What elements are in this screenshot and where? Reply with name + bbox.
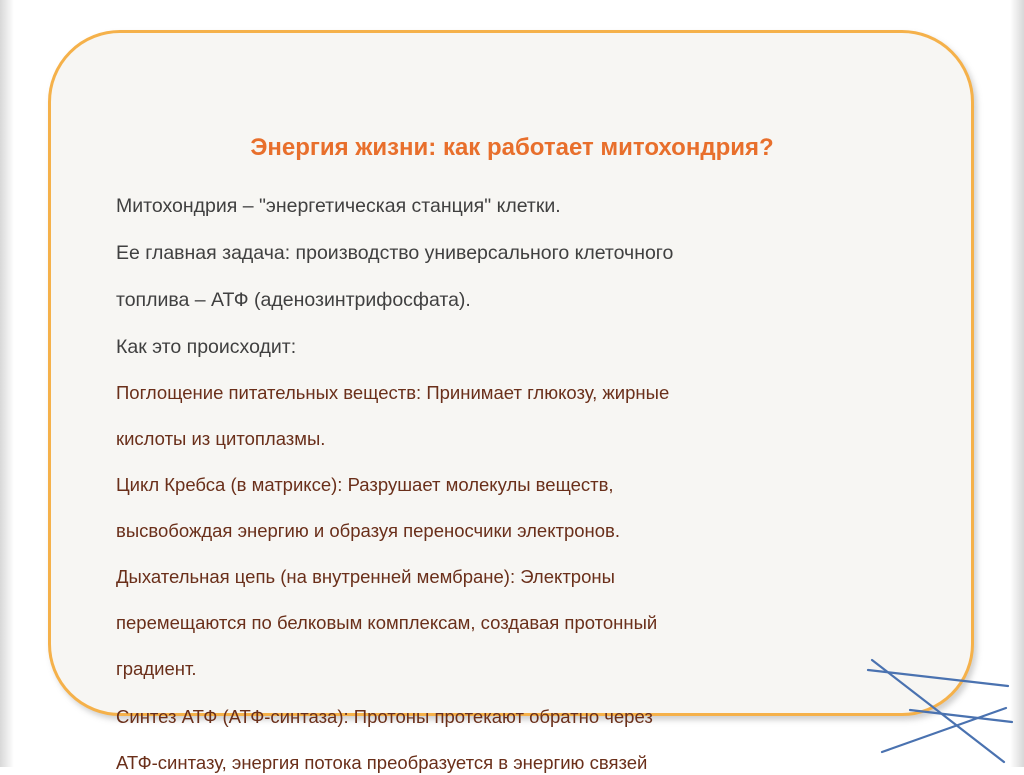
text-line: Цикл Кребса (в матриксе): Разрушает молекулы веществ,	[116, 474, 614, 495]
text-line: Как это происходит:	[116, 336, 297, 358]
decorative-crossed-lines	[864, 650, 1016, 767]
text-line: топлива – АТФ (аденозинтрифосфата).	[116, 289, 471, 311]
text-line: Дыхательная цепь (на внутренней мембране): Электроны	[116, 566, 615, 587]
deco-line-1	[872, 660, 1004, 762]
text-line: перемещаются по белковым комплексам, создавая протонный	[116, 612, 658, 633]
text-line: Синтез АТФ (АТФ-синтаза): Протоны протекают обратно через	[116, 706, 653, 727]
slide-title: Энергия жизни: как работает митохондрия?	[250, 134, 774, 161]
text-line: кислоты из цитоплазмы.	[116, 428, 326, 449]
text-line: АТФ-синтазу, энергия потока преобразуется в энергию связей	[116, 752, 648, 773]
text-line: Ее главная задача: производство универсального клеточного	[116, 242, 674, 264]
text-line: высвобождая энергию и образуя переносчики электронов.	[116, 520, 621, 541]
left-edge-shadow	[0, 0, 14, 767]
text-line: Поглощение питательных веществ: Принимает глюкозу, жирные	[116, 382, 670, 403]
deco-line-2	[868, 670, 1008, 686]
text-line: Митохондрия – "энергетическая станция" клетки.	[116, 195, 561, 217]
text-line: градиент.	[116, 658, 197, 679]
